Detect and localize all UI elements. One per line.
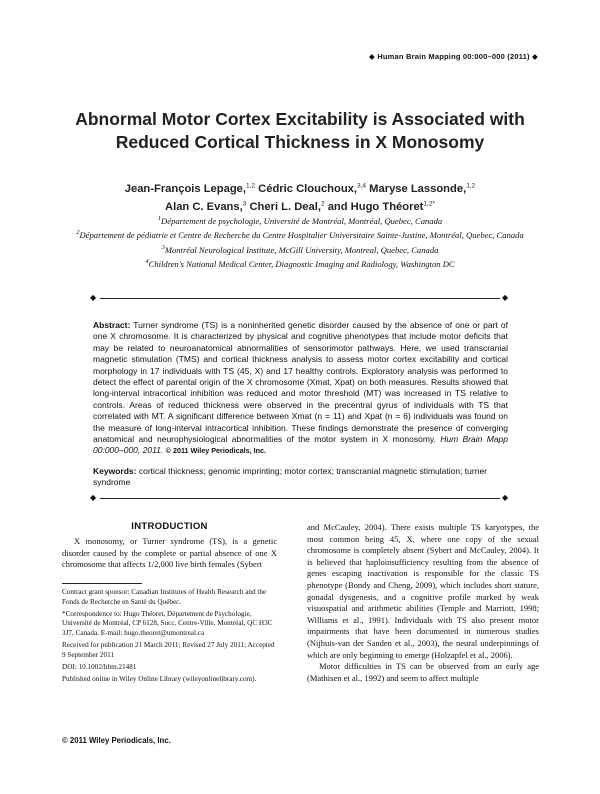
author: Cheri L. Deal,$^2$ [249, 200, 325, 214]
footnote: Received for publication 21 March 2011; Revised 27 July 2011; Accepted 9 September 2011 [62, 640, 275, 659]
footnote: *Correspondence to: Hugo Théoret, Département de Psychologie, Université de Montréal, CP 6128, Succ. Centre-Ville, Montréal, QC H3C 3J7, Canada. E-mail: hugo.theoret@umontreal.ca [62, 609, 273, 637]
divider [100, 498, 500, 499]
intro-right-column [307, 522, 539, 684]
affiliation: $^1$Département de psychologie, Université de Montréal, Montréal, Quebec, Canada [157, 215, 443, 226]
affiliation: $^2$Département de pédiatrie et Centre de Recherche du Centre Hospitalier Universitaire Sainte-Justine, Montréal, Quebec, Canada [76, 229, 524, 241]
abstract-citation: Hum Brain Mapp 00:000–000, 2011. [93, 434, 509, 456]
keywords-label: Keywords: [93, 466, 137, 476]
author: Cédric Clouchoux,$^{3,4}$ [258, 182, 367, 195]
diamond-icon: ◆ [90, 293, 97, 302]
author-list [60, 178, 540, 215]
footnote-rule [62, 583, 142, 584]
author: Jean-François Lepage,$^{1,2}$ [124, 182, 256, 195]
author: Alan C. Evans,$^3$ [165, 200, 247, 214]
divider [100, 298, 500, 299]
affiliations [60, 213, 540, 270]
journal-header [369, 52, 538, 61]
diamond-icon: ◆ [502, 493, 509, 502]
diamond-icon: ◆ [90, 493, 97, 502]
footnote: Contract grant sponsor: Canadian Institutes of Health Research and the Fonds de Recherche en Santé du Québec. [62, 588, 267, 606]
diamond-icon: ◆ [532, 52, 538, 61]
footer-copyright: © 2011 Wiley Periodicals, Inc. [62, 736, 171, 745]
paper-title: Abnormal Motor Cortex Excitability is Associated with Reduced Cortical Thickness in X Monosomy [75, 109, 525, 152]
abstract-copyright: © 2011 Wiley Periodicals, Inc. [165, 446, 266, 456]
keywords [93, 466, 508, 489]
footnote: Published online in Wiley Online Library (wileyonlinelibrary.com). [62, 674, 257, 683]
diamond-icon: ◆ [369, 52, 375, 61]
intro-left-column [62, 536, 277, 571]
abstract-text: Turner syndrome (TS) is a noninherited genetic disorder caused by the absence of one or part of one X chromosome. It is characterized by physical and cognitive phenotypes that include motor deficits that may be related to neuroanatomical abnormalities of sensorimotor pathways. Here, we used transcranial magnetic stimulation (TMS) and cortical thickness analysis to assess motor cortex excitability and cortical morphology in 17 individuals with TS (45, X) and 17 healthy controls. Exploratory analysis was performed to detect the effect of parental origin of the X chromosome (Xmat, Xpat) on both measures. Results showed that long-interval intracortical inhibition was reduced and motor threshold (MT) was increased in TS relative to controls. Areas of reduced thickness were observed in the precentral gyrus of individuals with TS that correlated with MT. A significant difference between Xmat (n = 11) and Xpat (n = 6) individuals was found on the measure of long-interval intracortical inhibition. These findings demonstrate the presence of converging anatomical and neurophysiological abnormalities of the motor system in X monosomy. [93, 320, 508, 445]
author: and Hugo Théoret$^{1,2*}$ [327, 200, 435, 214]
diamond-icon: ◆ [502, 293, 509, 302]
author: Maryse Lassonde,$^{1,2}$ [369, 182, 476, 195]
abstract [93, 320, 508, 457]
paragraph: and McCauley, 2004). There exists multiple TS karyotypes, the most common being 45, X, where one copy of the sexual chromosome is completely absent (Sybert and McCauley, 2004). It is believed that haploinsufficiency resulting from the absence of genes escaping inactivation is responsible for the classic TS phenotype (Bondy and Cheng, 2009), which includes short stature, gonadal dysgenesis, and a cognitive profile marked by weak visuospatial and arithmetic abilities (Temple and Marriott, 1998; Williams et al., 1991). Individuals with TS also present motor impairments that have been documented in numerous studies (Nijhuis-van der Sanden et al., 2003), the neural underpinnings of which are only beginning to emerge (Holzapfel et al., 2006). [307, 522, 539, 660]
footnote: DOI: 10.1002/hbm.21481 [62, 662, 137, 671]
footnotes [62, 588, 277, 687]
paragraph: X monosomy, or Turner syndrome (TS), is a genetic disorder caused by the complete or partial absence of one X chromosome that affects 1/2,000 live birth females (Sybert [62, 536, 277, 570]
affiliation: $^4$Children's National Medical Center, Diagnostic Imaging and Radiology, Washington DC [145, 257, 455, 269]
journal-citation: Human Brain Mapping 00:000–000 (2011) [377, 52, 530, 61]
keywords-text: cortical thickness; genomic imprinting; motor cortex; transcranial magnetic stimulation; turner syndrome [93, 466, 488, 488]
paragraph: Motor difficulties in TS can be observed from an early age (Mathisen et al., 1992) and seem to affect multiple [307, 661, 539, 683]
affiliation: $^3$Montréal Neurological Institute, McGill University, Montreal, Quebec, Canada [161, 243, 439, 255]
abstract-label: Abstract: [93, 320, 131, 330]
section-title: INTRODUCTION [131, 521, 208, 532]
